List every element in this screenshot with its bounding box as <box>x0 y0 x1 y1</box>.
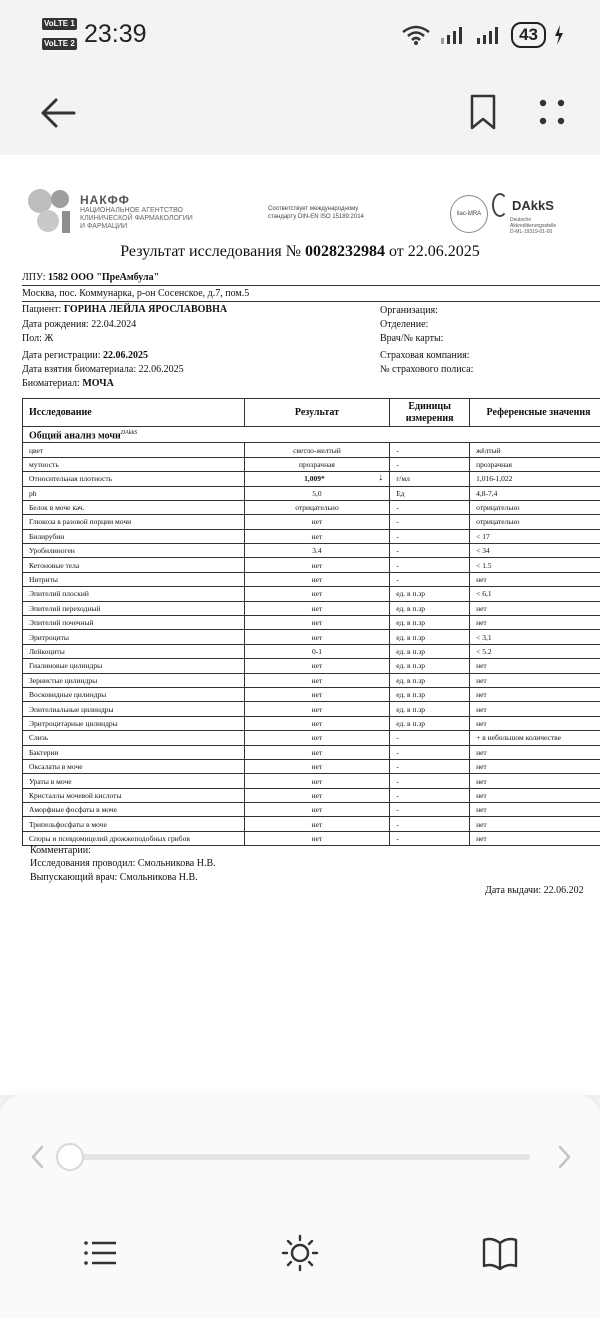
cell-units: - <box>390 788 470 802</box>
header-units: Единицы измерения <box>390 399 470 427</box>
cell-units: - <box>390 457 470 471</box>
cell-result: нет <box>244 702 390 716</box>
cell-study: цвет <box>23 443 245 457</box>
cell-reference: отрицательно <box>470 515 600 529</box>
open-book-icon[interactable] <box>480 1233 520 1273</box>
cell-units: ед. в п.зр <box>390 687 470 701</box>
cell-units: - <box>390 515 470 529</box>
battery-level: 43 <box>511 22 546 48</box>
table-row <box>23 731 600 745</box>
table-row <box>23 630 600 644</box>
cell-result: нет <box>244 616 390 630</box>
cell-units: - <box>390 500 470 514</box>
cell-study: Восковидные цилиндры <box>23 687 245 701</box>
cell-result: нет <box>244 716 390 730</box>
table-row <box>23 443 600 457</box>
table-row <box>23 558 600 572</box>
doctor-card: Врач/№ карты: <box>380 333 444 344</box>
table-row <box>23 644 600 658</box>
cell-result: нет <box>244 673 390 687</box>
cell-units: - <box>390 572 470 586</box>
table-header <box>23 399 600 427</box>
cell-result: нет <box>244 731 390 745</box>
cell-reference: нет <box>470 759 600 773</box>
cell-result: нет <box>244 831 390 845</box>
cell-reference: нет <box>470 687 600 701</box>
cell-reference: отрицательно <box>470 500 600 514</box>
brand-block <box>80 193 193 231</box>
table-row <box>23 659 600 673</box>
insurance-policy: № страхового полиса: <box>380 364 474 375</box>
cell-reference: нет <box>470 716 600 730</box>
cell-study: Эпителий плоский <box>23 587 245 601</box>
cell-units: - <box>390 731 470 745</box>
cell-reference: нет <box>470 817 600 831</box>
cell-study: Глюкоза в разовой порции мочи <box>23 515 245 529</box>
cell-units: ед. в п.зр <box>390 702 470 716</box>
organization: Организация: <box>380 305 438 316</box>
patient-name: ГОРИНА ЛЕЙЛА ЯРОСЛАВОВНА <box>63 304 228 315</box>
arrow-left-icon[interactable] <box>34 88 84 138</box>
table-row <box>23 457 600 471</box>
bookmark-icon[interactable] <box>463 90 503 134</box>
cell-result: нет <box>244 558 390 572</box>
section-row <box>23 427 600 443</box>
cell-result: нет <box>244 587 390 601</box>
lpu-line: ЛПУ: 1582 ООО "ПреАмбула" <box>22 272 160 283</box>
cell-study: Аморфные фосфаты в моче <box>23 803 245 817</box>
results-table <box>22 398 600 846</box>
brand-line: КЛИНИЧЕСКОЙ ФАРМАКОЛОГИИ <box>80 215 193 222</box>
cell-study: Оксалаты в моче <box>23 759 245 773</box>
header-result: Результат <box>244 399 390 427</box>
table-row <box>23 817 600 831</box>
cell-reference: нет <box>470 774 600 788</box>
cell-units: - <box>390 803 470 817</box>
nakff-logo <box>26 187 76 237</box>
cell-units: ед. в п.зр <box>390 644 470 658</box>
cell-reference: нет <box>470 616 600 630</box>
cell-study: Зернистые цилиндры <box>23 673 245 687</box>
cell-units: - <box>390 544 470 558</box>
cell-reference: нет <box>470 745 600 759</box>
cell-units: г/мл <box>390 472 470 486</box>
cell-units: - <box>390 558 470 572</box>
four-dots-icon[interactable] <box>530 90 574 134</box>
table-row <box>23 572 600 586</box>
cell-reference: жёлтый <box>470 443 600 457</box>
cell-result: нет <box>244 803 390 817</box>
table-row <box>23 774 600 788</box>
table-row <box>23 788 600 802</box>
standard-note: Соответствует международному стандарту DIN-EN ISO 15189:2014 <box>268 206 364 220</box>
issuing-doctor: Выпускающий врач: Смольникова Н.В. <box>30 872 198 883</box>
cell-units: ед. в п.зр <box>390 630 470 644</box>
table-row <box>23 831 600 845</box>
comments-label: Комментарии: <box>30 845 91 856</box>
table-row <box>23 529 600 543</box>
cell-result: нет <box>244 687 390 701</box>
cell-units: - <box>390 529 470 543</box>
dakks-logo: DAkkS Deutsche Akkreditierungsstelle D-ML-19319-01-00 <box>492 193 556 235</box>
cell-units: ед. в п.зр <box>390 659 470 673</box>
cell-study: Трипельфосфаты в моче <box>23 817 245 831</box>
brand-line: НАЦИОНАЛЬНОЕ АГЕНТСТВО <box>80 207 183 214</box>
cell-reference: < 34 <box>470 544 600 558</box>
brand-name: НАКФФ <box>80 193 130 207</box>
list-icon[interactable] <box>80 1233 120 1273</box>
clock: 23:39 <box>84 20 147 48</box>
status-bar <box>0 0 600 70</box>
cell-units: - <box>390 831 470 845</box>
cell-result: нет <box>244 759 390 773</box>
registration-date: Дата регистрации: 22.06.2025 <box>22 350 149 361</box>
address: Москва, пос. Коммунарка, р-он Сосенское, д.7, пом.5 <box>22 288 250 299</box>
table-row <box>23 544 600 558</box>
cell-reference: нет <box>470 831 600 845</box>
cell-units: ед. в п.зр <box>390 716 470 730</box>
patient-line: Пациент: ГОРИНА ЛЕЙЛА ЯРОСЛАВОВНА <box>22 304 228 315</box>
report-number: 0028232984 <box>305 243 385 260</box>
cell-result: отрицательно <box>244 500 390 514</box>
dakks-mark: DAkkS <box>120 430 138 436</box>
cell-result: нет <box>244 659 390 673</box>
cell-result: 0-1 <box>244 644 390 658</box>
chevron-left-icon[interactable] <box>26 1143 50 1171</box>
cell-study: Ураты в моче <box>23 774 245 788</box>
signal-2-icon <box>475 24 503 46</box>
cell-reference: прозрачная <box>470 457 600 471</box>
cell-result: нет <box>244 515 390 529</box>
cell-study: Эпителиальные цилиндры <box>23 702 245 716</box>
cell-units: - <box>390 817 470 831</box>
cell-reference: < 3,1 <box>470 630 600 644</box>
cell-units: - <box>390 759 470 773</box>
table-row <box>23 673 600 687</box>
ilac-mra-logo: ilac-MRA <box>450 195 488 233</box>
section-title: Общий анализ мочи$^{DAkkS}$ <box>23 427 600 443</box>
cell-units: ед. в п.зр <box>390 587 470 601</box>
cell-result: нет <box>244 745 390 759</box>
cell-units: - <box>390 774 470 788</box>
status-icons <box>401 22 564 48</box>
brand-line: И ФАРМАЦИИ <box>80 223 128 230</box>
cell-study: Эпителий почечный <box>23 616 245 630</box>
table-row <box>23 745 600 759</box>
cell-result: нет <box>244 601 390 615</box>
cell-reference: + в небольшом количестве <box>470 731 600 745</box>
page-slider-track[interactable] <box>70 1154 530 1160</box>
cell-study: Кетоновые тела <box>23 558 245 572</box>
table-row <box>23 759 600 773</box>
cell-study: мутность <box>23 457 245 471</box>
page-slider-thumb[interactable] <box>56 1143 84 1171</box>
issue-date: Дата выдачи: 22.06.202 <box>485 885 584 896</box>
cell-reference: нет <box>470 601 600 615</box>
cell-study: ph <box>23 486 245 500</box>
table-row <box>23 601 600 615</box>
cell-result: прозрачная <box>244 457 390 471</box>
table-row <box>23 486 600 500</box>
cell-units: - <box>390 745 470 759</box>
chevron-right-icon[interactable] <box>552 1143 576 1171</box>
department: Отделение: <box>380 319 429 330</box>
cell-study: Нитриты <box>23 572 245 586</box>
low-flag-arrow: ↓ <box>378 472 384 484</box>
cell-study: Эритроциты <box>23 630 245 644</box>
cell-reference: нет <box>470 673 600 687</box>
performed-by: Исследования проводил: Смольникова Н.В. <box>30 858 216 869</box>
cell-units: ед. в п.зр <box>390 616 470 630</box>
cell-reference: < 17 <box>470 529 600 543</box>
cell-reference: 4,8-7,4 <box>470 486 600 500</box>
table-row <box>23 587 600 601</box>
cell-reference: < 6,1 <box>470 587 600 601</box>
insurance-company: Страховая компания: <box>380 350 470 361</box>
cell-study: Споры и псевдомицелий дрожжеподобных грибов <box>23 831 245 845</box>
cell-study: Эритроцитарные цилиндры <box>23 716 245 730</box>
table-row <box>23 702 600 716</box>
table-row <box>23 616 600 630</box>
cell-study: Билирубин <box>23 529 245 543</box>
cell-units: Ед <box>390 486 470 500</box>
cell-units: - <box>390 443 470 457</box>
cell-result: 5,0 <box>244 486 390 500</box>
header-study: Исследование <box>23 399 245 427</box>
dakks-ring-icon <box>492 193 508 217</box>
divider <box>22 285 600 286</box>
birth-date: Дата рождения: 22.04.2024 <box>22 319 137 330</box>
cell-reference: < 5.2 <box>470 644 600 658</box>
sim2-indicator: VoLTE 2 <box>44 39 75 48</box>
cell-study: Слизь <box>23 731 245 745</box>
cell-study: Относительная плотность <box>23 472 245 486</box>
divider <box>22 301 600 302</box>
cell-study: Эпителий переходный <box>23 601 245 615</box>
cell-result: 3.4 <box>244 544 390 558</box>
cell-reference: нет <box>470 572 600 586</box>
cell-result: нет <box>244 774 390 788</box>
wifi-icon <box>401 24 431 46</box>
reader-bottom-panel <box>0 1095 600 1318</box>
charging-icon <box>554 25 564 45</box>
cell-result: нет <box>244 572 390 586</box>
cell-reference: 1,016-1,022 <box>470 472 600 486</box>
cell-result: нет <box>244 817 390 831</box>
table-row <box>23 515 600 529</box>
table-row <box>23 500 600 514</box>
table-row <box>23 472 600 486</box>
toolbar <box>0 70 600 155</box>
table-row <box>23 716 600 730</box>
cell-result: нет <box>244 529 390 543</box>
cell-reference: нет <box>470 803 600 817</box>
sim1-indicator: VoLTE 1 <box>44 19 75 28</box>
cell-reference: нет <box>470 788 600 802</box>
cell-study: Белок в моче кач. <box>23 500 245 514</box>
report-title: Результат исследования № 0028232984 от 22.06.2025 <box>120 243 480 260</box>
cell-study: Лейкоциты <box>23 644 245 658</box>
cell-result: 1,009* ↓ <box>244 472 390 486</box>
cell-study: Бактерии <box>23 745 245 759</box>
cell-reference: нет <box>470 659 600 673</box>
document-page <box>0 155 600 1095</box>
cell-units: ед. в п.зр <box>390 673 470 687</box>
biomaterial: Биоматериал: МОЧА <box>22 378 114 389</box>
signal-1-icon <box>439 24 467 46</box>
sex: Пол: Ж <box>22 333 54 344</box>
header-reference: Референсные значения <box>470 399 600 427</box>
table-row <box>23 803 600 817</box>
cell-result: нет <box>244 788 390 802</box>
cell-result: нет <box>244 630 390 644</box>
cell-reference: < 1.5 <box>470 558 600 572</box>
cell-study: Уробилиноген <box>23 544 245 558</box>
cell-study: Гиалиновые цилиндры <box>23 659 245 673</box>
table-row <box>23 687 600 701</box>
cell-reference: нет <box>470 702 600 716</box>
sun-icon[interactable] <box>280 1233 320 1273</box>
cell-units: ед. в п.зр <box>390 601 470 615</box>
sample-date: Дата взятия биоматериала: 22.06.2025 <box>22 364 184 375</box>
cell-study: Кристаллы мочевой кислоты <box>23 788 245 802</box>
cell-result: светло-желтый <box>244 443 390 457</box>
